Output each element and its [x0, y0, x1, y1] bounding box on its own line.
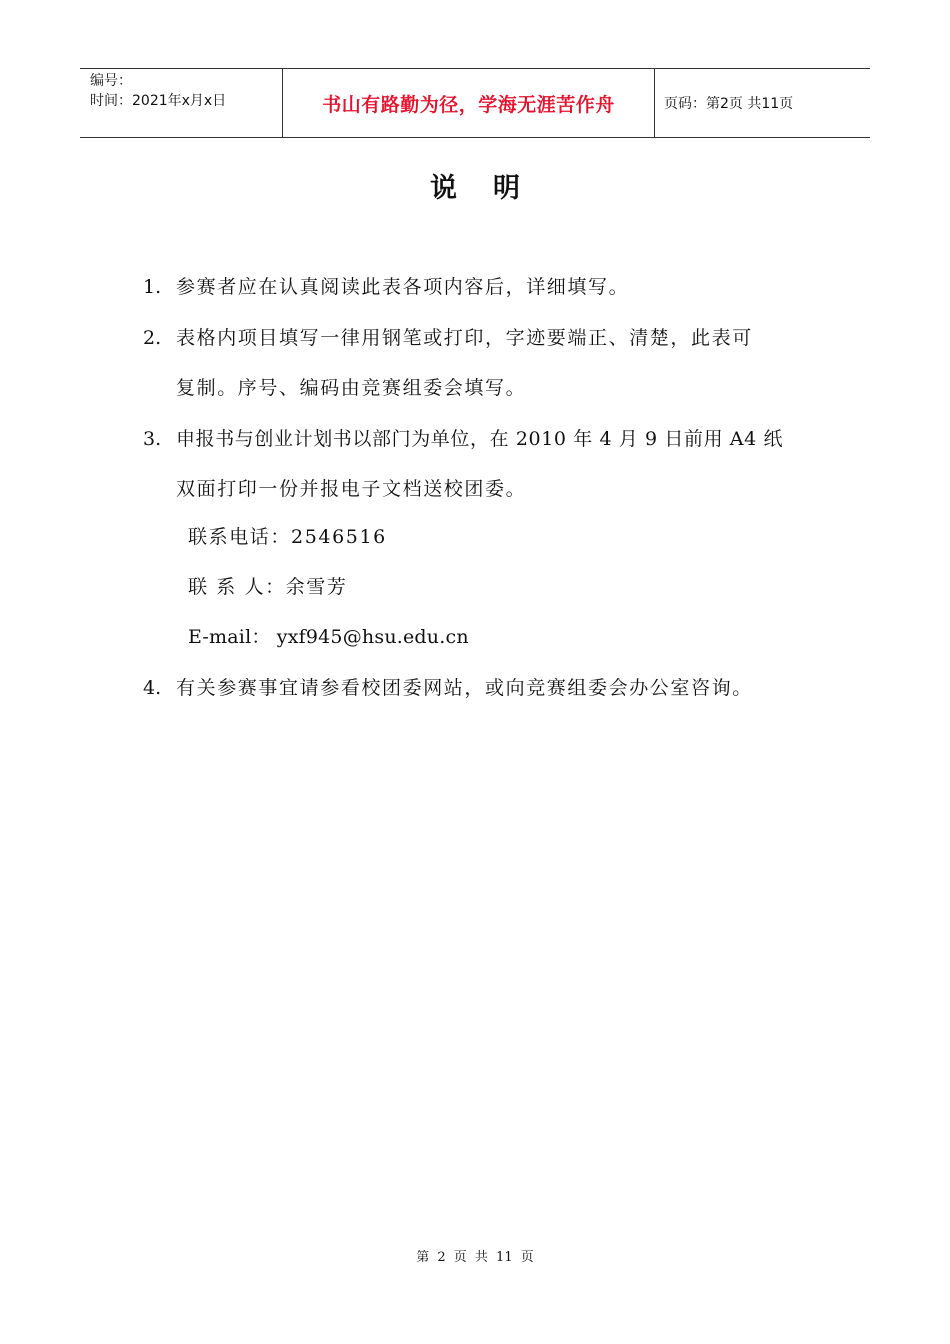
item-number: 4. [143, 677, 162, 699]
instruction-item-2-continued: 复制。序号、编码由竞赛组委会填写。 [176, 377, 527, 399]
instruction-item-3-continued: 双面打印一份并报电子文档送校团委。 [176, 478, 527, 500]
header-motto-cell [282, 69, 655, 137]
document-title: 说明 [430, 173, 556, 204]
instruction-item-4 [143, 673, 753, 700]
number-label: 编号： [90, 73, 132, 89]
date-label: 时间：2021年x月x日 [90, 93, 227, 109]
item-text: 参赛者应在认真阅读此表各项内容后，详细填写。 [176, 276, 630, 298]
header-meta-cell [80, 69, 282, 137]
item-text: 有关参赛事宜请参看校团委网站，或向竞赛组委会办公室咨询。 [176, 677, 753, 699]
instruction-item-1 [143, 272, 629, 299]
contact-email: E-mail： yxf945@hsu.edu.cn [188, 626, 469, 648]
instruction-item-2 [143, 323, 753, 350]
item-text: 表格内项目填写一律用钢笔或打印，字迹要端正、清楚，此表可 [176, 327, 753, 349]
item-number: 3. [143, 428, 162, 450]
contact-person: 联 系 人：余雪芳 [188, 576, 348, 598]
page-info: 页码：第2页 共11页 [664, 96, 794, 112]
instruction-item-3 [143, 424, 783, 451]
item-text: 申报书与创业计划书以部门为单位，在 2010 年 4 月 9 日前用 A4 纸 [176, 428, 784, 450]
item-number: 2. [143, 327, 162, 349]
page-header-table [80, 68, 870, 138]
contact-phone: 联系电话：2546516 [188, 526, 387, 548]
header-page-cell [655, 69, 870, 137]
motto-text: 书山有路勤为径，学海无涯苦作舟 [322, 93, 615, 116]
page-footer: 第 2 页 共 11 页 [416, 1250, 534, 1265]
item-number: 1. [143, 276, 162, 298]
